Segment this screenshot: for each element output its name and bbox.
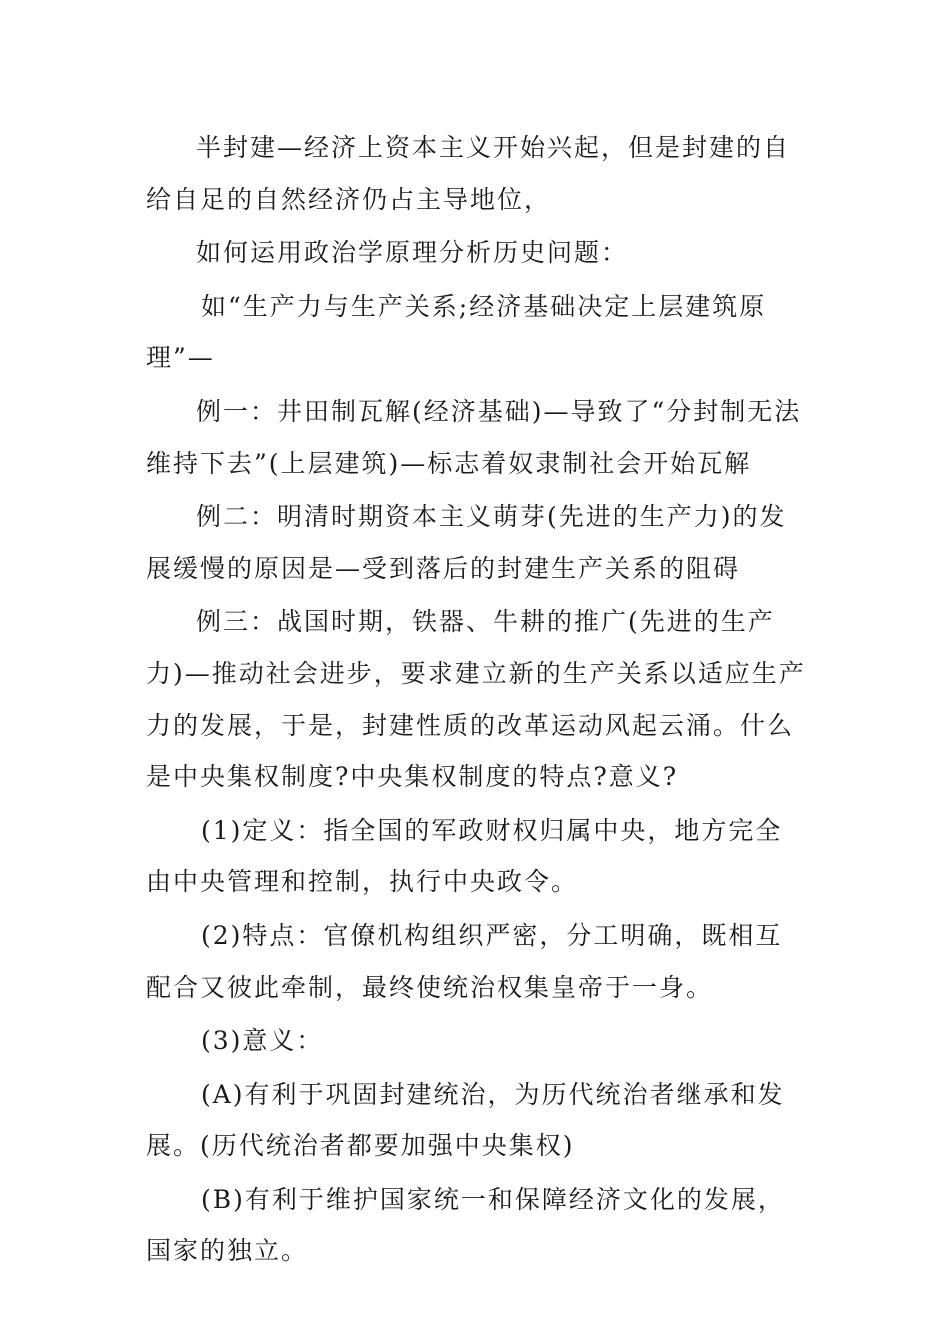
paragraph-semi-feudal: 半封建—经济上资本主义开始兴起，但是封建的自给自足的自然经济仍占主导地位， [146, 133, 791, 214]
paragraph-method-question: 如何运用政治学原理分析历史问题： [196, 238, 629, 268]
paragraph-example-three: 例三：战国时期，铁器、牛耕的推广(先进的生产力)—推动社会进步，要求建立新的生产关系以适应生产力的发展，于是，封建性质的改革运动风起云涌。什么是中央集权制度?中央集权制度的特点?意义? [146, 607, 806, 792]
paragraph-definition: (1)定义：指全国的军政财权归属中央，地方完全由中央管理和控制，执行中央政令。 [146, 815, 783, 897]
paragraph-characteristics: (2)特点：官僚机构组织严密，分工明确，既相互配合又彼此牵制，最终使统治权集皇帝于一身。 [146, 920, 783, 1002]
paragraph-significance-heading: (3)意义： [201, 1026, 324, 1056]
paragraph-example-two: 例二：明清时期资本主义萌芽(先进的生产力)的发展缓慢的原因是—受到落后的封建生产关系的阻碍 [146, 502, 787, 583]
document-body [146, 122, 808, 1279]
paragraph-significance-a: (A)有利于巩固封建统治，为历代统治者继承和发展。(历代统治者都要加强中央集权) [146, 1079, 785, 1161]
paragraph-example-one: 例一：井田制瓦解(经济基础)—导致了“分封制无法维持下去”(上层建筑)—标志着奴隶制社会开始瓦解 [146, 396, 802, 478]
paragraph-principle: 如“生产力与生产关系;经济基础决定上层建筑原理”— [146, 291, 767, 373]
paragraph-significance-b: (B)有利于维护国家统一和保障经济文化的发展，国家的独立。 [146, 1184, 785, 1266]
